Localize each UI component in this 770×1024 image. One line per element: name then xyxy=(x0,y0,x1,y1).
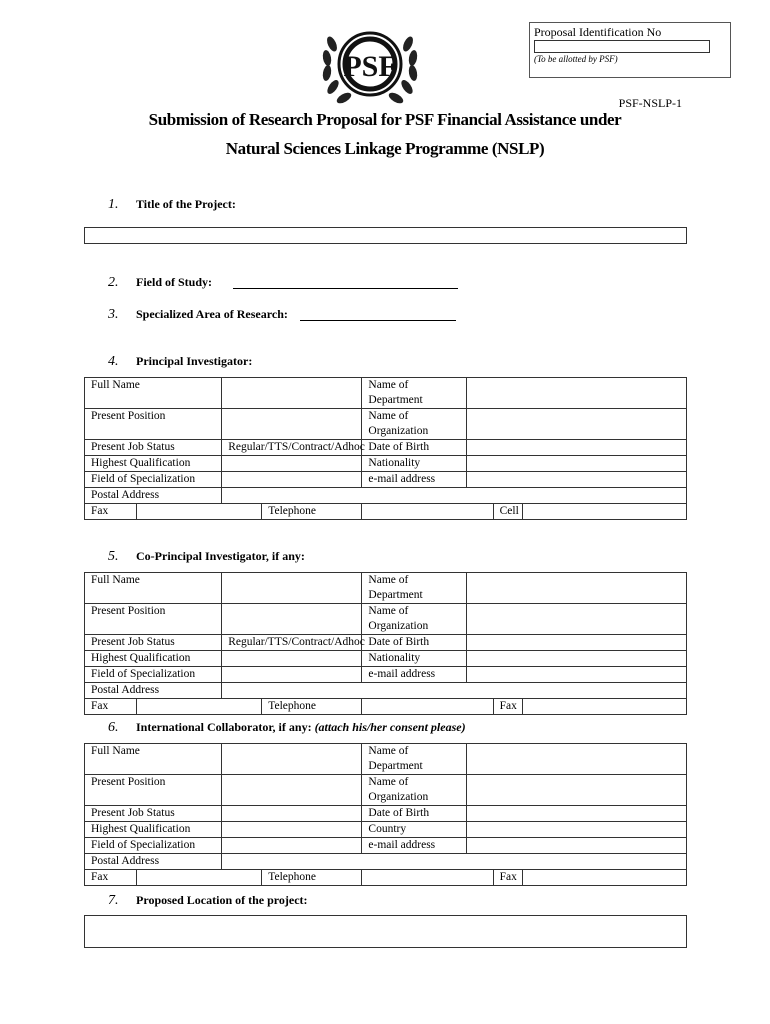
section-5-heading xyxy=(108,549,305,565)
input-date-of-birth[interactable] xyxy=(466,635,686,651)
label-organization: Name of Organization xyxy=(362,604,466,635)
label-department: Name of Department xyxy=(362,378,466,409)
input-specialization[interactable] xyxy=(222,838,362,854)
section-number: 7. xyxy=(108,893,119,908)
label-date-of-birth: Date of Birth xyxy=(362,440,466,456)
section-label: Co-Principal Investigator, if any: xyxy=(136,549,305,563)
label-specialization: Field of Specialization xyxy=(85,838,222,854)
input-job-status[interactable] xyxy=(222,806,362,822)
page-title-line1: Submission of Research Proposal for PSF Financial Assistance under xyxy=(148,110,622,129)
label-job-status: Present Job Status xyxy=(85,440,222,456)
input-country[interactable] xyxy=(466,822,686,838)
input-email[interactable] xyxy=(466,667,686,683)
logo-lettering: PSF xyxy=(343,50,397,83)
input-postal-address[interactable] xyxy=(222,488,687,504)
label-postal-address: Postal Address xyxy=(85,488,222,504)
proposal-id-box xyxy=(529,22,731,78)
international-collaborator-table xyxy=(84,743,687,886)
input-postal-address[interactable] xyxy=(222,683,687,699)
input-date-of-birth[interactable] xyxy=(466,806,686,822)
section-label: Principal Investigator: xyxy=(136,354,253,368)
label-department: Name of Department xyxy=(362,573,466,604)
proposal-id-input[interactable] xyxy=(534,40,710,53)
label-telephone: Telephone xyxy=(262,870,362,886)
label-email: e-mail address xyxy=(362,838,466,854)
section-1-heading xyxy=(108,197,236,213)
section-7-heading xyxy=(108,893,308,909)
input-full-name[interactable] xyxy=(222,573,362,604)
label-telephone: Telephone xyxy=(262,699,362,715)
input-organization[interactable] xyxy=(466,604,686,635)
input-postal-address[interactable] xyxy=(222,854,687,870)
input-department[interactable] xyxy=(466,573,686,604)
input-specialization[interactable] xyxy=(222,667,362,683)
input-organization[interactable] xyxy=(466,775,686,806)
section-6-heading xyxy=(108,720,466,736)
section-label-note: (attach his/her consent please) xyxy=(314,720,466,734)
specialized-area-input[interactable] xyxy=(300,308,456,321)
input-specialization[interactable] xyxy=(222,472,362,488)
section-number: 1. xyxy=(108,197,119,212)
input-telephone[interactable] xyxy=(362,699,493,715)
input-department[interactable] xyxy=(466,744,686,775)
form-code: PSF-NSLP-1 xyxy=(618,96,682,110)
label-telephone: Telephone xyxy=(262,504,362,520)
input-qualification[interactable] xyxy=(222,822,362,838)
label-cell: Cell xyxy=(493,504,522,520)
input-job-status[interactable]: Regular/TTS/Contract/Adhoc xyxy=(222,635,362,651)
label-present-position: Present Position xyxy=(85,604,222,635)
section-label: International Collaborator, if any: xyxy=(136,720,312,734)
input-full-name[interactable] xyxy=(222,378,362,409)
project-title-field[interactable] xyxy=(84,227,687,244)
label-present-position: Present Position xyxy=(85,409,222,440)
label-postal-address: Postal Address xyxy=(85,683,222,699)
section-2-heading xyxy=(108,275,212,291)
input-nationality[interactable] xyxy=(466,456,686,472)
label-country: Country xyxy=(362,822,466,838)
proposal-id-label: Proposal Identification No xyxy=(534,25,662,39)
input-present-position[interactable] xyxy=(222,604,362,635)
label-organization: Name of Organization xyxy=(362,409,466,440)
input-fax-2[interactable] xyxy=(522,870,686,886)
input-nationality[interactable] xyxy=(466,651,686,667)
input-telephone[interactable] xyxy=(362,504,493,520)
section-4-heading xyxy=(108,354,252,370)
input-qualification[interactable] xyxy=(222,651,362,667)
label-qualification: Highest Qualification xyxy=(85,822,222,838)
section-number: 3. xyxy=(108,307,119,322)
label-nationality: Nationality xyxy=(362,456,466,472)
label-full-name: Full Name xyxy=(85,378,222,409)
label-postal-address: Postal Address xyxy=(85,854,222,870)
label-full-name: Full Name xyxy=(85,573,222,604)
section-label: Specialized Area of Research: xyxy=(136,307,288,321)
label-fax: Fax xyxy=(85,699,137,715)
co-principal-investigator-table xyxy=(84,572,687,715)
label-email: e-mail address xyxy=(362,472,466,488)
input-organization[interactable] xyxy=(466,409,686,440)
label-fax-2: Fax xyxy=(493,870,522,886)
label-job-status: Present Job Status xyxy=(85,806,222,822)
label-job-status: Present Job Status xyxy=(85,635,222,651)
label-full-name: Full Name xyxy=(85,744,222,775)
input-full-name[interactable] xyxy=(222,744,362,775)
input-present-position[interactable] xyxy=(222,409,362,440)
label-qualification: Highest Qualification xyxy=(85,456,222,472)
input-qualification[interactable] xyxy=(222,456,362,472)
section-number: 5. xyxy=(108,549,119,564)
input-telephone[interactable] xyxy=(362,870,493,886)
input-fax-2[interactable] xyxy=(522,699,686,715)
input-fax[interactable] xyxy=(137,870,262,886)
input-fax[interactable] xyxy=(137,699,262,715)
section-label: Field of Study: xyxy=(136,275,213,289)
section-3-heading xyxy=(108,307,288,323)
label-fax: Fax xyxy=(85,870,137,886)
section-label: Title of the Project: xyxy=(136,197,236,211)
input-email[interactable] xyxy=(466,472,686,488)
project-location-field[interactable] xyxy=(84,915,687,948)
label-organization: Name of Organization xyxy=(362,775,466,806)
label-department: Name of Department xyxy=(362,744,466,775)
input-email[interactable] xyxy=(466,838,686,854)
input-department[interactable] xyxy=(466,378,686,409)
field-of-study-input[interactable] xyxy=(233,276,458,289)
label-specialization: Field of Specialization xyxy=(85,667,222,683)
input-date-of-birth[interactable] xyxy=(466,440,686,456)
proposal-id-note: (To be allotted by PSF) xyxy=(534,54,618,64)
section-number: 6. xyxy=(108,720,119,735)
label-fax: Fax xyxy=(85,504,137,520)
label-nationality: Nationality xyxy=(362,651,466,667)
input-present-position[interactable] xyxy=(222,775,362,806)
label-date-of-birth: Date of Birth xyxy=(362,635,466,651)
page-title-line2: Natural Sciences Linkage Programme (NSLP) xyxy=(225,139,545,158)
label-present-position: Present Position xyxy=(85,775,222,806)
input-cell[interactable] xyxy=(522,504,686,520)
section-number: 4. xyxy=(108,354,119,369)
psf-logo xyxy=(318,24,422,108)
principal-investigator-table xyxy=(84,377,687,520)
input-fax[interactable] xyxy=(137,504,262,520)
label-specialization: Field of Specialization xyxy=(85,472,222,488)
label-date-of-birth: Date of Birth xyxy=(362,806,466,822)
section-number: 2. xyxy=(108,275,119,290)
label-qualification: Highest Qualification xyxy=(85,651,222,667)
section-label: Proposed Location of the project: xyxy=(136,893,308,907)
label-email: e-mail address xyxy=(362,667,466,683)
input-job-status[interactable]: Regular/TTS/Contract/Adhoc xyxy=(222,440,362,456)
label-fax-2: Fax xyxy=(493,699,522,715)
